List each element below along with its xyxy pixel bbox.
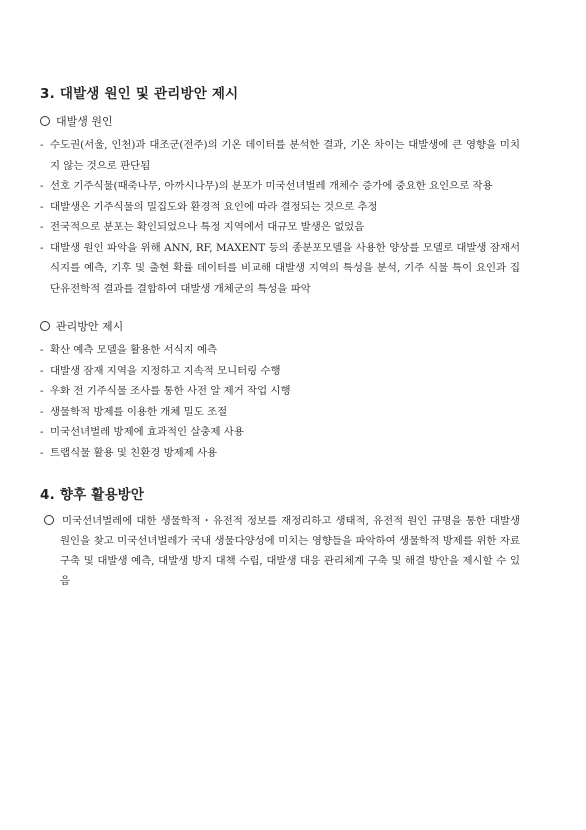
document-page bbox=[40, 82, 520, 591]
list-item: - 트랩식물 활용 및 친환경 방제제 사용 bbox=[40, 446, 218, 459]
section-3-title: 3. 대발생 원인 및 관리방안 제시 bbox=[40, 86, 239, 102]
section-3 bbox=[40, 82, 520, 463]
causes-heading: 대발생 원인 bbox=[40, 112, 520, 131]
list-item: - 미국선녀벌레 방제에 효과적인 살충제 사용 bbox=[40, 426, 244, 438]
management-list bbox=[40, 340, 520, 463]
section-4-paragraph: 미국선녀벌레에 대한 생물학적・유전적 정보를 재정리하고 생태적, 유전적 원인 규명을 통한 대발생 원인을 찾고 미국선녀벌레가 국내 생물다양성에 미치는 영향들을 파악하여 생물학적 방제를 위한 자료 구축 및 대발생 예측, 대발생 방지 대책 수립, 대발생 대응 관리체계 구축 및 해결 방안을 제시할 수 있음 bbox=[40, 511, 520, 591]
list-item: - 확산 예측 모델을 활용한 서식지 예측 bbox=[40, 344, 218, 356]
circle-bullet-icon bbox=[40, 321, 50, 331]
list-item: - 대발생 원인 파악을 위해 ANN, RF, MAXENT 등의 종분포모델을 사용한 양상를 모델로 대발생 잠재서식지를 예측, 기후 및 출현 확률 데이터를 비교해 대발생 지역의 특성을 분석, 기주 식물 특이 요인과 집단유전학적 결과를 결합하여 대발생 개체군의 특성을 파악 bbox=[40, 241, 520, 295]
list-item: - 우화 전 기주식물 조사를 통한 사전 알 제거 작업 시행 bbox=[40, 385, 291, 397]
section-4-title: 4. 향후 활용방안 bbox=[40, 487, 145, 503]
list-item: - 대발생은 기주식물의 밀집도와 환경적 요인에 따라 결정되는 것으로 추정 bbox=[40, 200, 378, 213]
list-item: - 수도권(서울, 인천)과 대조군(전주)의 기온 데이터를 분석한 결과, 기온 차이는 대발생에 큰 영향을 미치지 않는 것으로 판단됨 bbox=[40, 139, 520, 172]
list-item: - 선호 기주식물(때죽나무, 아까시나무)의 분포가 미국선녀벌레 개체수 증가에 중요한 요인으로 작용 bbox=[40, 180, 493, 192]
circle-bullet-icon bbox=[40, 116, 50, 126]
list-item: - 전국적으로 분포는 확인되었으나 특정 지역에서 대규모 발생은 없었음 bbox=[40, 221, 365, 233]
management-heading: 관리방안 제시 bbox=[40, 317, 520, 336]
list-item: - 대발생 잠재 지역을 지정하고 지속적 모니터링 수행 bbox=[40, 364, 281, 377]
circle-bullet-icon bbox=[44, 515, 54, 525]
section-4 bbox=[40, 483, 520, 591]
causes-list bbox=[40, 135, 520, 299]
list-item: - 생물학적 방제를 이용한 개체 밀도 조절 bbox=[40, 405, 228, 418]
